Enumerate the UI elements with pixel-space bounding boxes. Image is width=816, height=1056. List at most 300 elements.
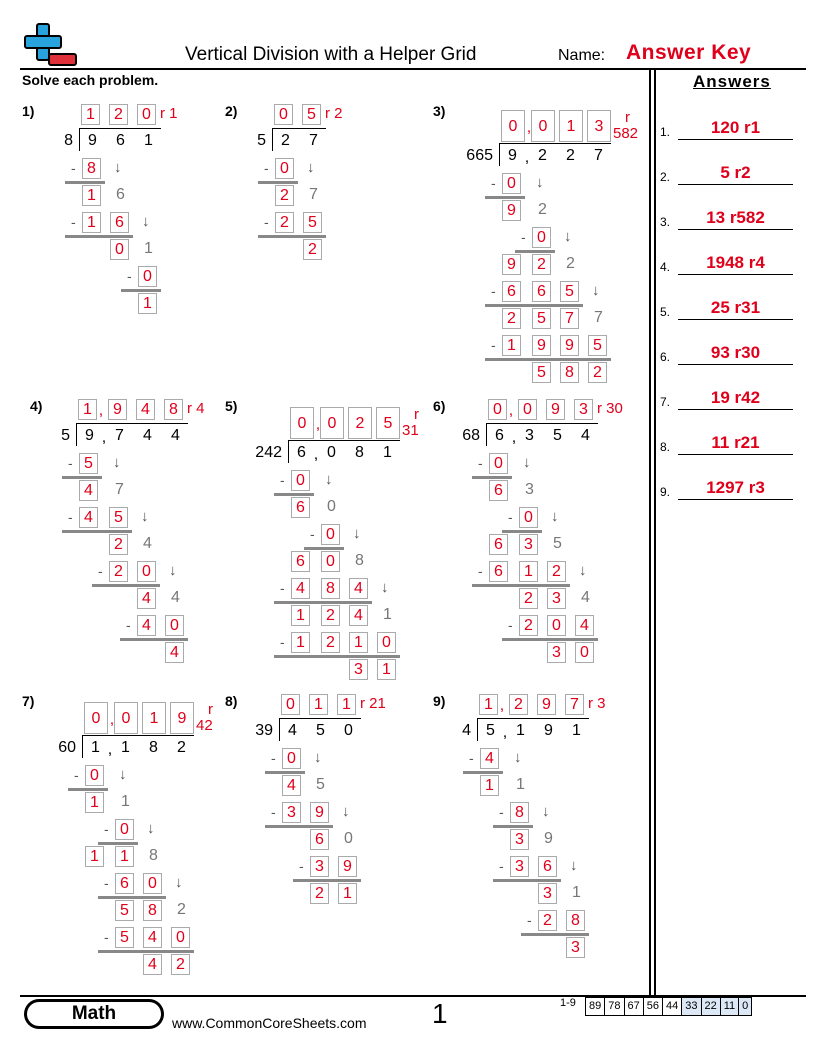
difference-digit: 3 bbox=[519, 534, 538, 555]
quotient-digit: 0 bbox=[488, 399, 507, 420]
quotient-digit: 4 bbox=[136, 399, 155, 420]
down-arrow-icon: ↓ bbox=[564, 228, 572, 245]
quotient-digit: 5 bbox=[376, 407, 400, 439]
subtract-digit: 3 bbox=[510, 856, 529, 877]
quotient-digit: 0 bbox=[114, 702, 138, 734]
down-arrow-icon: ↓ bbox=[381, 579, 389, 596]
remainder-value: 42 bbox=[196, 717, 213, 734]
division-bar bbox=[477, 718, 589, 719]
subtract-digit: 4 bbox=[575, 615, 594, 636]
score-cell: 67 bbox=[624, 997, 644, 1016]
answers-divider bbox=[654, 68, 656, 996]
problem-number: 4) bbox=[30, 398, 43, 414]
remainder-digit: 3 bbox=[349, 659, 368, 680]
remainder: r 4 bbox=[187, 400, 205, 417]
dividend-comma: , bbox=[101, 429, 107, 446]
score-cell: 33 bbox=[681, 997, 701, 1016]
remainder-r: r bbox=[414, 406, 419, 423]
remainder-digit: 2 bbox=[588, 362, 607, 383]
difference-digit: 1 bbox=[85, 792, 104, 813]
subtract-digit: 6 bbox=[532, 281, 551, 302]
answer-number: 7. bbox=[660, 395, 671, 409]
down-arrow-icon: ↓ bbox=[570, 857, 578, 874]
subtract-digit: 6 bbox=[538, 856, 557, 877]
subtract-digit: 0 bbox=[138, 266, 157, 287]
subtract-digit: 0 bbox=[143, 873, 162, 894]
subtraction-line bbox=[521, 933, 589, 936]
page-number: 1 bbox=[432, 998, 448, 1029]
down-arrow-icon: ↓ bbox=[307, 159, 315, 176]
division-bar bbox=[79, 128, 161, 129]
dividend-digit: 4 bbox=[288, 722, 297, 739]
minus-sign: - bbox=[478, 563, 483, 579]
brought-down-digit: 1 bbox=[383, 606, 392, 623]
difference-digit: 5 bbox=[115, 900, 134, 921]
quotient-digit: 3 bbox=[574, 399, 593, 420]
remainder-digit: 1 bbox=[377, 659, 396, 680]
brought-down-digit: 1 bbox=[516, 776, 525, 793]
subtract-digit: 2 bbox=[538, 910, 557, 931]
difference-digit: 3 bbox=[547, 588, 566, 609]
quotient-digit: 9 bbox=[546, 399, 565, 420]
remainder: r 3 bbox=[588, 695, 606, 712]
subtraction-line bbox=[65, 235, 133, 238]
division-bar bbox=[499, 143, 611, 144]
minus-sign: - bbox=[478, 455, 483, 471]
quotient-digit: 1 bbox=[337, 694, 356, 715]
down-arrow-icon: ↓ bbox=[113, 454, 121, 471]
minus-sign: - bbox=[98, 563, 103, 579]
division-bar bbox=[76, 423, 188, 424]
score-table bbox=[586, 997, 752, 1016]
dividend-digit: 8 bbox=[149, 739, 158, 756]
divisor: 665 bbox=[466, 147, 493, 164]
remainder-digit: 1 bbox=[338, 883, 357, 904]
quotient-comma: , bbox=[315, 416, 321, 433]
answer-line bbox=[678, 184, 793, 185]
answer-value: 13 r582 bbox=[706, 208, 765, 227]
subtraction-line bbox=[265, 825, 333, 828]
minus-sign: - bbox=[280, 580, 285, 596]
brought-down-digit: 4 bbox=[171, 589, 180, 606]
subtraction-line bbox=[485, 358, 611, 361]
answer-line bbox=[678, 454, 793, 455]
division-bar bbox=[279, 718, 361, 719]
answer-row bbox=[660, 245, 795, 275]
dividend-digit: 1 bbox=[383, 444, 392, 461]
score-cell: 44 bbox=[662, 997, 682, 1016]
brought-down-digit: 2 bbox=[566, 255, 575, 272]
dividend-comma: , bbox=[107, 741, 113, 758]
difference-digit: 7 bbox=[560, 308, 579, 329]
subtraction-line bbox=[98, 950, 194, 953]
difference-digit: 1 bbox=[85, 846, 104, 867]
brought-down-digit: 1 bbox=[144, 240, 153, 257]
down-arrow-icon: ↓ bbox=[353, 525, 361, 542]
dividend-digit: 6 bbox=[116, 132, 125, 149]
subtract-digit: 8 bbox=[510, 802, 529, 823]
answer-value: 1297 r3 bbox=[706, 478, 765, 497]
dividend-digit: 1 bbox=[144, 132, 153, 149]
subtract-digit: 0 bbox=[165, 615, 184, 636]
minus-sign: - bbox=[299, 858, 304, 874]
quotient-comma: , bbox=[508, 402, 514, 419]
difference-digit: 4 bbox=[79, 480, 98, 501]
score-cell: 22 bbox=[701, 997, 721, 1016]
remainder-digit: 5 bbox=[532, 362, 551, 383]
answer-value: 120 r1 bbox=[710, 118, 761, 137]
difference-digit: 4 bbox=[137, 588, 156, 609]
answer-row bbox=[660, 335, 795, 365]
dividend-digit: 2 bbox=[281, 132, 290, 149]
subtraction-line bbox=[68, 788, 108, 791]
division-bracket bbox=[79, 129, 80, 151]
subtraction-line bbox=[274, 601, 372, 604]
subtraction-line bbox=[463, 771, 503, 774]
score-cell: 89 bbox=[585, 997, 605, 1016]
minus-sign: - bbox=[104, 875, 109, 891]
minus-sign: - bbox=[127, 268, 132, 284]
subtraction-line bbox=[502, 530, 542, 533]
subtract-digit: 5 bbox=[115, 927, 134, 948]
score-cell: 78 bbox=[604, 997, 624, 1016]
quotient-digit: 0 bbox=[290, 407, 314, 439]
subtraction-line bbox=[274, 655, 400, 658]
quotient-digit: 9 bbox=[537, 694, 556, 715]
dividend-digit: 0 bbox=[344, 722, 353, 739]
minus-sign: - bbox=[527, 912, 532, 928]
score-cell: 0 bbox=[738, 997, 752, 1016]
dividend-digit: 9 bbox=[544, 722, 553, 739]
subtract-digit: 5 bbox=[588, 335, 607, 356]
quotient-digit: 7 bbox=[565, 694, 584, 715]
difference-digit: 4 bbox=[349, 605, 368, 626]
subtract-digit: 3 bbox=[310, 856, 329, 877]
dividend-digit: 9 bbox=[508, 147, 517, 164]
down-arrow-icon: ↓ bbox=[542, 803, 550, 820]
answers-title: Answers bbox=[693, 72, 771, 91]
subtract-digit: 5 bbox=[109, 507, 128, 528]
problem-number: 3) bbox=[433, 103, 446, 119]
subtract-digit: 1 bbox=[291, 632, 310, 653]
remainder-digit: 8 bbox=[560, 362, 579, 383]
division-bracket bbox=[82, 736, 83, 758]
difference-digit: 6 bbox=[310, 829, 329, 850]
divisor: 5 bbox=[257, 132, 266, 149]
divisor: 5 bbox=[61, 427, 70, 444]
dividend-comma: , bbox=[313, 446, 319, 463]
division-bracket bbox=[272, 129, 273, 151]
answer-line bbox=[678, 319, 793, 320]
down-arrow-icon: ↓ bbox=[314, 749, 322, 766]
quotient-digit: 0 bbox=[531, 110, 555, 142]
quotient-comma: , bbox=[499, 697, 505, 714]
quotient-digit: 0 bbox=[274, 104, 293, 125]
answer-line bbox=[678, 229, 793, 230]
answer-number: 1. bbox=[660, 125, 671, 139]
remainder-digit: 4 bbox=[143, 954, 162, 975]
dividend-digit: 3 bbox=[525, 427, 534, 444]
down-arrow-icon: ↓ bbox=[536, 174, 544, 191]
subtraction-line bbox=[493, 825, 533, 828]
subtract-digit: 0 bbox=[502, 173, 521, 194]
subtract-digit: 2 bbox=[519, 615, 538, 636]
quotient-digit: 9 bbox=[170, 702, 194, 734]
division-bracket bbox=[288, 441, 289, 463]
answer-number: 4. bbox=[660, 260, 671, 274]
instructions: Solve each problem. bbox=[22, 72, 159, 88]
answer-row bbox=[660, 200, 795, 230]
divisor: 39 bbox=[255, 722, 273, 739]
difference-digit: 6 bbox=[291, 551, 310, 572]
subtract-digit: 0 bbox=[377, 632, 396, 653]
subtract-digit: 6 bbox=[502, 281, 521, 302]
answer-row bbox=[660, 110, 795, 140]
subtract-digit: 0 bbox=[137, 561, 156, 582]
answer-number: 8. bbox=[660, 440, 671, 454]
dividend-comma: , bbox=[511, 429, 517, 446]
minus-sign: - bbox=[68, 509, 73, 525]
subtract-digit: 4 bbox=[79, 507, 98, 528]
down-arrow-icon: ↓ bbox=[514, 749, 522, 766]
dividend-digit: 6 bbox=[297, 444, 306, 461]
answer-row bbox=[660, 470, 795, 500]
brought-down-digit: 7 bbox=[115, 481, 124, 498]
subtract-digit: 6 bbox=[110, 212, 129, 233]
dividend-digit: 9 bbox=[85, 427, 94, 444]
quotient-digit: 0 bbox=[84, 702, 108, 734]
subtraction-line bbox=[92, 584, 160, 587]
quotient-digit: 1 bbox=[479, 694, 498, 715]
remainder-digit: 2 bbox=[171, 954, 190, 975]
score-cell: 56 bbox=[643, 997, 663, 1016]
remainder-digit: 2 bbox=[303, 239, 322, 260]
subtraction-line bbox=[258, 235, 326, 238]
quotient-digit: 1 bbox=[142, 702, 166, 734]
subtract-digit: 0 bbox=[85, 765, 104, 786]
down-arrow-icon: ↓ bbox=[551, 508, 559, 525]
down-arrow-icon: ↓ bbox=[592, 282, 600, 299]
divisor: 60 bbox=[58, 739, 76, 756]
minus-sign: - bbox=[71, 214, 76, 230]
answer-line bbox=[678, 274, 793, 275]
subtract-digit: 9 bbox=[560, 335, 579, 356]
subtract-digit: 0 bbox=[171, 927, 190, 948]
remainder-value: 31 bbox=[402, 422, 419, 439]
down-arrow-icon: ↓ bbox=[342, 803, 350, 820]
subtract-digit: 9 bbox=[532, 335, 551, 356]
difference-digit: 6 bbox=[291, 497, 310, 518]
minus-sign: - bbox=[271, 750, 276, 766]
brought-down-digit: 8 bbox=[149, 847, 158, 864]
subtraction-line bbox=[502, 638, 598, 641]
quotient-digit: 3 bbox=[587, 110, 611, 142]
difference-digit: 9 bbox=[502, 200, 521, 221]
remainder: r 30 bbox=[597, 400, 623, 417]
subtraction-line bbox=[258, 181, 298, 184]
subtract-digit: 4 bbox=[480, 748, 499, 769]
dividend-digit: 7 bbox=[594, 147, 603, 164]
subtract-digit: 1 bbox=[82, 212, 101, 233]
brought-down-digit: 8 bbox=[355, 552, 364, 569]
difference-digit: 6 bbox=[489, 480, 508, 501]
quotient-comma: , bbox=[526, 119, 532, 136]
subtraction-line bbox=[304, 547, 344, 550]
answer-number: 3. bbox=[660, 215, 671, 229]
subtraction-line bbox=[120, 638, 188, 641]
answer-number: 2. bbox=[660, 170, 671, 184]
remainder-value: 582 bbox=[613, 125, 639, 142]
subtract-digit: 6 bbox=[489, 561, 508, 582]
down-arrow-icon: ↓ bbox=[523, 454, 531, 471]
difference-digit: 2 bbox=[321, 605, 340, 626]
quotient-comma: , bbox=[98, 402, 104, 419]
answer-value: 93 r30 bbox=[710, 343, 761, 362]
difference-digit: 2 bbox=[502, 308, 521, 329]
answer-value: 19 r42 bbox=[710, 388, 761, 407]
answer-line bbox=[678, 499, 793, 500]
down-arrow-icon: ↓ bbox=[175, 874, 183, 891]
brought-down-digit: 0 bbox=[327, 498, 336, 515]
divisor: 4 bbox=[462, 722, 471, 739]
quotient-digit: 5 bbox=[302, 104, 321, 125]
division-bracket bbox=[76, 424, 77, 446]
remainder-digit: 3 bbox=[547, 642, 566, 663]
minus-sign: - bbox=[71, 160, 76, 176]
subtract-digit: 4 bbox=[349, 578, 368, 599]
difference-digit: 9 bbox=[502, 254, 521, 275]
minus-sign: - bbox=[508, 509, 513, 525]
difference-digit: 1 bbox=[480, 775, 499, 796]
brought-down-digit: 1 bbox=[572, 884, 581, 901]
division-bracket bbox=[477, 719, 478, 741]
remainder: r 21 bbox=[360, 695, 386, 712]
minus-sign: - bbox=[521, 229, 526, 245]
subtract-digit: 5 bbox=[79, 453, 98, 474]
difference-digit: 6 bbox=[489, 534, 508, 555]
minus-sign: - bbox=[280, 472, 285, 488]
subtract-digit: 1 bbox=[502, 335, 521, 356]
minus-sign: - bbox=[469, 750, 474, 766]
subtract-digit: 8 bbox=[82, 158, 101, 179]
subject-label: Math bbox=[27, 1002, 161, 1026]
dividend-digit: 4 bbox=[171, 427, 180, 444]
dividend-comma: , bbox=[502, 724, 508, 741]
remainder-digit: 2 bbox=[310, 883, 329, 904]
down-arrow-icon: ↓ bbox=[114, 159, 122, 176]
difference-digit: 0 bbox=[110, 239, 129, 260]
subtract-digit: 3 bbox=[282, 802, 301, 823]
answer-value: 5 r2 bbox=[720, 163, 751, 182]
subtraction-line bbox=[485, 196, 525, 199]
answer-line bbox=[678, 139, 793, 140]
problem-number: 6) bbox=[433, 398, 446, 414]
dividend-digit: 1 bbox=[572, 722, 581, 739]
subtract-digit: 2 bbox=[321, 632, 340, 653]
name-label: Name: bbox=[558, 47, 606, 64]
minus-sign: - bbox=[499, 858, 504, 874]
down-arrow-icon: ↓ bbox=[325, 471, 333, 488]
problem-number: 1) bbox=[22, 103, 35, 119]
quotient-digit: 8 bbox=[164, 399, 183, 420]
site-url: www.CommonCoreSheets.com bbox=[172, 1015, 367, 1031]
subtraction-line bbox=[472, 584, 570, 587]
dividend-digit: 4 bbox=[581, 427, 590, 444]
divisor: 8 bbox=[64, 132, 73, 149]
difference-digit: 0 bbox=[321, 551, 340, 572]
minus-sign: - bbox=[104, 929, 109, 945]
difference-digit: 2 bbox=[519, 588, 538, 609]
subtract-digit: 2 bbox=[275, 212, 294, 233]
division-bar bbox=[288, 440, 400, 441]
brought-down-digit: 2 bbox=[177, 901, 186, 918]
subtract-digit: 4 bbox=[291, 578, 310, 599]
difference-digit: 2 bbox=[109, 534, 128, 555]
dividend-digit: 5 bbox=[553, 427, 562, 444]
division-bar bbox=[82, 735, 194, 736]
subtraction-line bbox=[274, 493, 314, 496]
subtract-digit: 0 bbox=[519, 507, 538, 528]
remainder: r 1 bbox=[160, 105, 178, 122]
remainder-digit: 1 bbox=[138, 293, 157, 314]
quotient-digit: 2 bbox=[109, 104, 128, 125]
brought-down-digit: 9 bbox=[544, 830, 553, 847]
quotient-digit: 1 bbox=[309, 694, 328, 715]
answer-row bbox=[660, 290, 795, 320]
subtract-digit: 8 bbox=[566, 910, 585, 931]
quotient-digit: 0 bbox=[501, 110, 525, 142]
answer-value: 1948 r4 bbox=[706, 253, 765, 272]
dividend-digit: 6 bbox=[495, 427, 504, 444]
subtract-digit: 5 bbox=[560, 281, 579, 302]
minus-sign: - bbox=[280, 634, 285, 650]
remainder: r 2 bbox=[325, 105, 343, 122]
subtract-digit: 0 bbox=[115, 819, 134, 840]
dividend-comma: , bbox=[524, 149, 530, 166]
subtraction-line bbox=[65, 181, 105, 184]
quotient-digit: 0 bbox=[320, 407, 344, 439]
remainder-digit: 3 bbox=[566, 937, 585, 958]
subtract-digit: 0 bbox=[291, 470, 310, 491]
difference-digit: 1 bbox=[115, 846, 134, 867]
answer-number: 9. bbox=[660, 485, 671, 499]
remainder-digit: 0 bbox=[575, 642, 594, 663]
dividend-digit: 9 bbox=[88, 132, 97, 149]
subtract-digit: 1 bbox=[519, 561, 538, 582]
subtract-digit: 0 bbox=[321, 524, 340, 545]
quotient-comma: , bbox=[109, 711, 115, 728]
brought-down-digit: 5 bbox=[553, 535, 562, 552]
quotient-digit: 9 bbox=[108, 399, 127, 420]
subtract-digit: 4 bbox=[143, 927, 162, 948]
name-value: Answer Key bbox=[626, 41, 752, 64]
quotient-digit: 0 bbox=[281, 694, 300, 715]
problem-number: 9) bbox=[433, 693, 446, 709]
subtraction-line bbox=[121, 289, 161, 292]
minus-sign: - bbox=[310, 526, 315, 542]
minus-sign: - bbox=[491, 175, 496, 191]
minus-sign: - bbox=[271, 804, 276, 820]
page-title: Vertical Division with a Helper Grid bbox=[185, 44, 477, 65]
subject-badge bbox=[24, 999, 164, 1029]
minus-sign: - bbox=[264, 214, 269, 230]
dividend-digit: 1 bbox=[91, 739, 100, 756]
minus-sign: - bbox=[491, 283, 496, 299]
score-cell: 11 bbox=[720, 997, 739, 1016]
subtraction-line bbox=[98, 896, 166, 899]
subtract-digit: 0 bbox=[489, 453, 508, 474]
down-arrow-icon: ↓ bbox=[169, 562, 177, 579]
